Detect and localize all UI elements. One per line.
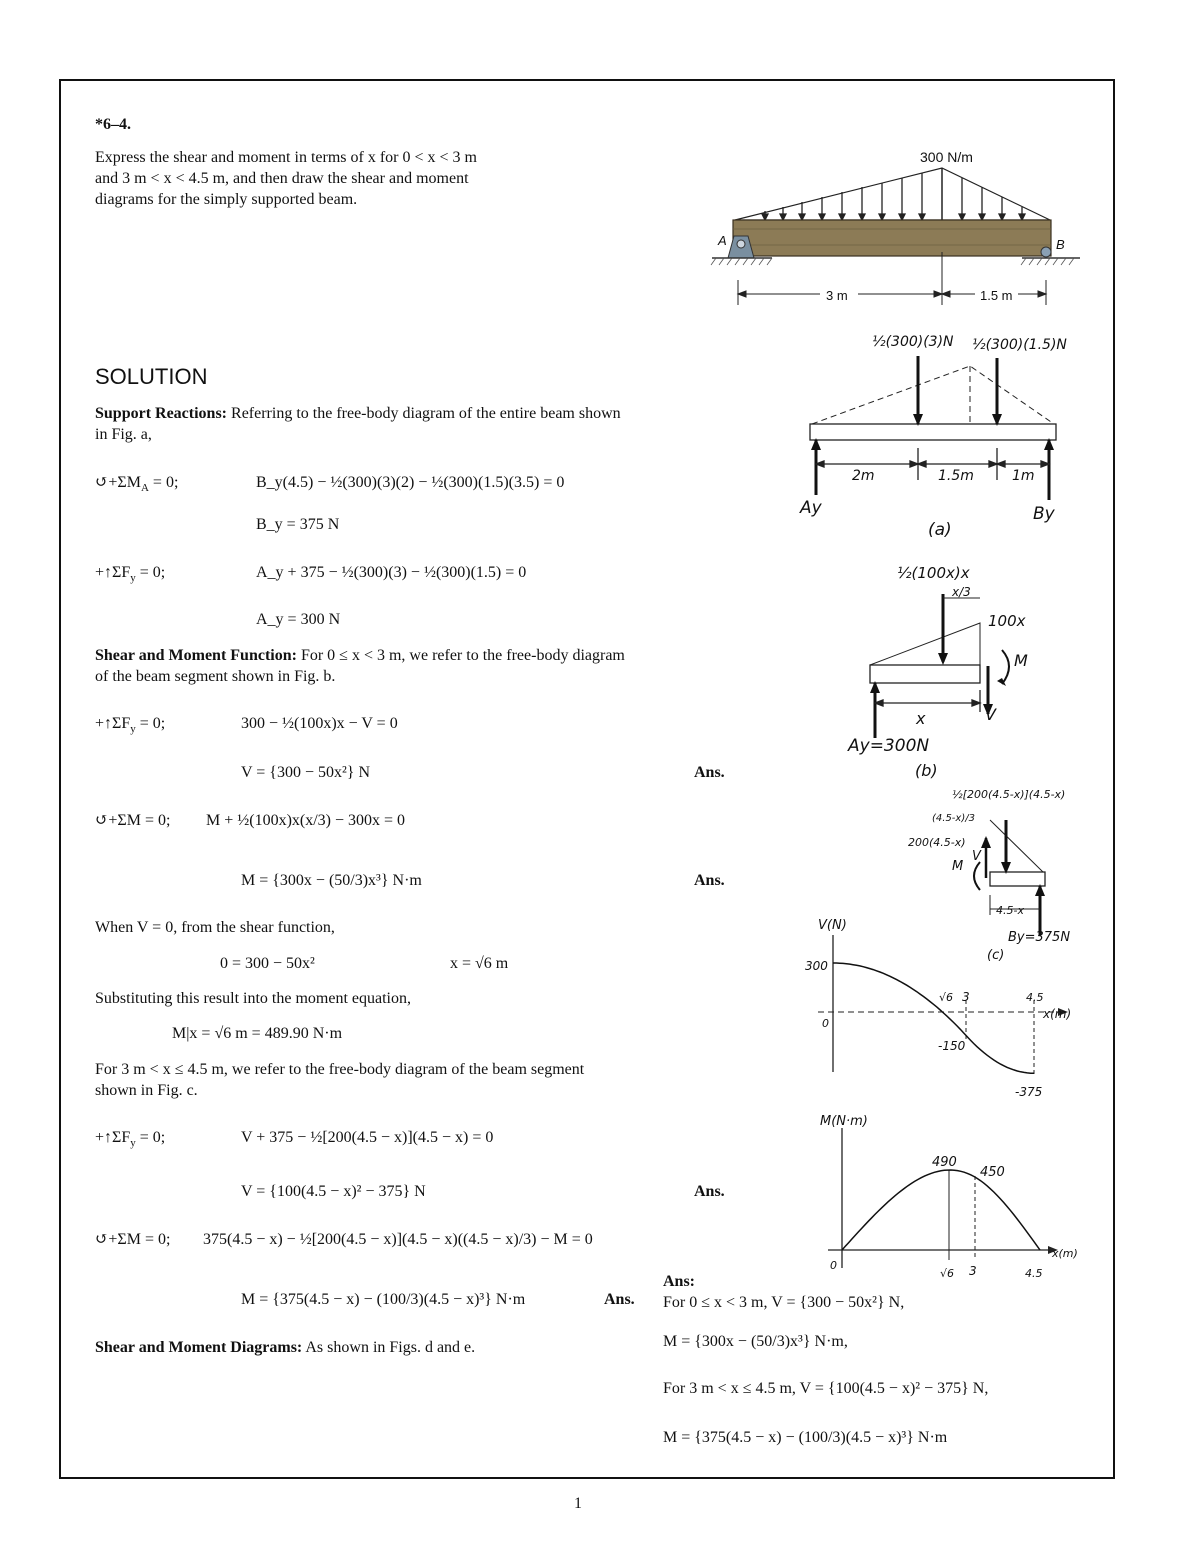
answer-line-4: M = {375(4.5 − x) − (100/3)(4.5 − x)³} N·m	[663, 1429, 948, 1446]
fbd-c-arm-label: (4.5-x)/3	[932, 813, 975, 824]
fbd-c-shear-label: V	[972, 849, 981, 864]
fbd-c-intensity-label: 200(4.5-x)	[908, 836, 966, 849]
fbd-b-length-label: x	[916, 709, 926, 728]
diagrams-text: As shown in Figs. d and e.	[305, 1339, 476, 1356]
shear-diagram-xlabel: x(m)	[1043, 1007, 1072, 1021]
problem-statement-line-3: diagrams for the simply supported beam.	[95, 191, 358, 208]
moment-value-490: 490	[932, 1155, 957, 1170]
fbd-a-ay-label: Ay	[800, 498, 822, 518]
answer-box-title: Ans:	[663, 1273, 696, 1290]
support-reactions-title: Support Reactions:	[95, 405, 228, 422]
page-number: 1	[574, 1495, 582, 1512]
eq7-result: V = {100(4.5 − x)² − 375} N	[241, 1183, 426, 1200]
eq8-moment-equation: 375(4.5 − x) − ½[200(4.5 − x)](4.5 − x)((4.5 − x)/3) − M = 0	[203, 1231, 593, 1248]
eq5-right: x = √6 m	[450, 955, 509, 972]
fbd-a-load2-label: ½(300)(1.5)N	[972, 337, 1067, 353]
fbd-a-dim2-label: 1.5m	[938, 468, 974, 484]
fbd-a-by-label: By	[1033, 504, 1055, 524]
ans-marker-2: Ans.	[694, 872, 725, 889]
support-b-label: B	[1056, 237, 1065, 252]
eq7-label-main: +↑ΣF	[95, 1129, 131, 1146]
eq2-label-sub: y	[130, 572, 136, 585]
answer-line-1: For 0 ≤ x < 3 m, V = {300 − 50x²} N,	[663, 1294, 905, 1311]
ans-marker-3: Ans.	[694, 1183, 725, 1200]
answer-line-3: For 3 m < x ≤ 4.5 m, V = {100(4.5 − x)² − 375} N,	[663, 1380, 989, 1397]
for-3m-text-line-1: For 3 m < x ≤ 4.5 m, we refer to the free-body diagram of the beam segment	[95, 1061, 585, 1078]
eq3-result: V = {300 − 50x²} N	[241, 764, 371, 781]
eq7-label-end: = 0;	[139, 1129, 166, 1146]
fbd-a-dim3-label: 1m	[1012, 468, 1035, 484]
fbd-c-moment-label: M	[952, 859, 964, 874]
eq1-label-end: = 0;	[152, 474, 179, 491]
moment-curve	[842, 1170, 1040, 1250]
fbd-b-shear-label: V	[985, 705, 996, 724]
moment-tick-sqrt6: √6	[940, 1267, 955, 1280]
eq2-label-main: +↑ΣF	[95, 564, 131, 581]
fbd-c-reaction-label: By=375N	[1008, 930, 1071, 945]
fbd-b-reaction-label: Ay=300N	[848, 736, 930, 756]
eq5-left: 0 = 300 − 50x²	[220, 955, 315, 972]
shear-value-neg150: -150	[938, 1039, 966, 1053]
solution-heading: SOLUTION	[95, 364, 208, 389]
eq8-result: M = {375(4.5 − x) − (100/3)(4.5 − x)³} N·m	[241, 1291, 526, 1308]
fbd-c-length-label: 4.5-x	[996, 904, 1024, 917]
substituting-text: Substituting this result into the moment equation,	[95, 990, 411, 1007]
fbd-a-dim1-label: 2m	[852, 468, 875, 484]
fbd-c-load-label: ½[200(4.5-x)](4.5-x)	[952, 788, 1066, 801]
eq4-moment-equation: M + ½(100x)x(x/3) − 300x = 0	[206, 812, 406, 829]
support-reactions-line-2: in Fig. a,	[95, 426, 152, 443]
when-v-zero-text: When V = 0, from the shear function,	[95, 919, 335, 936]
eq7-shear-equation: V + 375 − ½[200(4.5 − x)](4.5 − x) = 0	[241, 1129, 494, 1146]
fbd-b-arm-label: x/3	[952, 585, 971, 599]
eq2-result: A_y = 300 N	[256, 611, 341, 628]
fbd-b-load-label: ½(100x)x	[897, 564, 970, 582]
eq6-max-moment: M|x = √6 m = 489.90 N·m	[172, 1025, 343, 1042]
eq4-result: M = {300x − (50/3)x³} N·m	[241, 872, 422, 889]
moment-zero-label: 0	[830, 1259, 837, 1272]
eq3-label-end: = 0;	[139, 715, 166, 732]
shear-moment-function-line-2: of the beam segment shown in Fig. b.	[95, 668, 336, 685]
moment-tick-3: 3	[969, 1264, 977, 1278]
eq4-label: ↺+ΣM = 0;	[95, 812, 171, 829]
eq3-label-main: +↑ΣF	[95, 715, 131, 732]
eq8-label: ↺+ΣM = 0;	[95, 1231, 171, 1248]
shear-tick-3: 3	[962, 990, 970, 1004]
dim-3m-label: 3 m	[826, 288, 848, 303]
for-3m-text-line-2: shown in Fig. c.	[95, 1082, 198, 1099]
shear-tick-sqrt6: √6	[939, 991, 954, 1004]
shear-value-neg375: -375	[1015, 1085, 1043, 1099]
problem-number: *6–4.	[95, 116, 131, 133]
eq1-result: B_y = 375 N	[256, 516, 340, 533]
shear-moment-function-text: For 0 ≤ x < 3 m, we refer to the free-body diagram	[300, 647, 625, 664]
shear-value-300: 300	[805, 959, 828, 973]
problem-statement-line-1: Express the shear and moment in terms of x for 0 < x < 3 m	[95, 149, 477, 166]
moment-diagram-ylabel: M(N·m)	[820, 1114, 868, 1129]
fbd-c-caption: (c)	[987, 948, 1005, 963]
moment-diagram-xlabel: x(m)	[1052, 1247, 1078, 1260]
eq2-force-equation: A_y + 375 − ½(300)(3) − ½(300)(1.5) = 0	[256, 564, 527, 581]
eq1-moment-equation: B_y(4.5) − ½(300)(3)(2) − ½(300)(1.5)(3.5) = 0	[256, 474, 565, 491]
eq1-label-sub: A	[140, 482, 149, 495]
fbd-a-caption: (a)	[928, 520, 952, 540]
moment-value-450: 450	[980, 1165, 1005, 1180]
eq7-label-sub: y	[130, 1137, 136, 1150]
fbd-b-intensity-label: 100x	[988, 612, 1026, 630]
fbd-b-caption: (b)	[915, 761, 938, 780]
problem-statement-line-2: and 3 m < x < 4.5 m, and then draw the shear and moment	[95, 170, 469, 187]
fbd-a-load1-label: ½(300)(3)N	[872, 334, 954, 350]
moment-tick-45: 4.5	[1025, 1267, 1043, 1280]
dim-1-5m-label: 1.5 m	[980, 288, 1013, 303]
fbd-b-moment-label: M	[1014, 651, 1028, 670]
shear-tick-45: 4.5	[1026, 991, 1044, 1004]
ans-marker-4: Ans.	[604, 1291, 635, 1308]
shear-moment-function-title: Shear and Moment Function:	[95, 647, 297, 664]
shear-diagram-ylabel: V(N)	[818, 918, 847, 933]
eq3-shear-equation: 300 − ½(100x)x − V = 0	[241, 715, 398, 732]
eq3-label-sub: y	[130, 723, 136, 736]
diagrams-title: Shear and Moment Diagrams:	[95, 1339, 303, 1356]
answer-line-2: M = {300x − (50/3)x³} N·m,	[663, 1333, 848, 1350]
support-reactions-text: Referring to the free-body diagram of the entire beam shown	[231, 405, 621, 422]
eq1-label-main: ↺+ΣM	[95, 474, 141, 491]
ans-marker-1: Ans.	[694, 764, 725, 781]
load-label: 300 N/m	[920, 149, 973, 165]
eq2-label-end: = 0;	[139, 564, 166, 581]
support-a-label: A	[718, 233, 727, 248]
shear-zero-label: 0	[822, 1017, 829, 1030]
